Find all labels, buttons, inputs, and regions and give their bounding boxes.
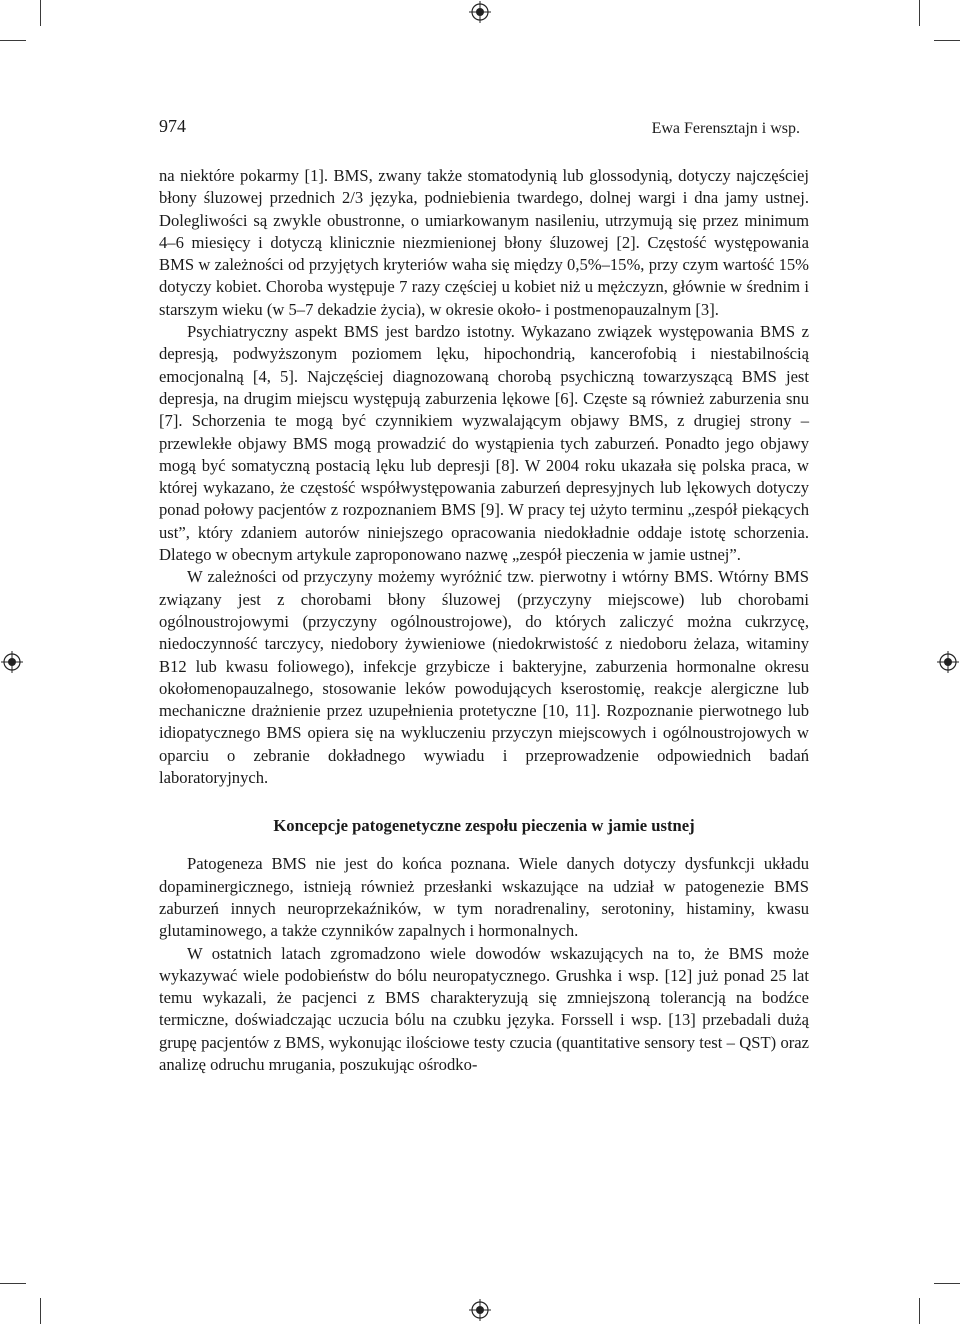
crop-mark-bottom-left — [40, 1298, 41, 1324]
crop-mark-top-right-h — [934, 40, 960, 41]
registration-mark-icon — [1, 651, 23, 673]
page-number: 974 — [159, 116, 186, 136]
running-head: Ewa Ferensztajn i wsp. — [651, 120, 800, 137]
page-header — [159, 116, 800, 140]
paragraph: W ostatnich latach zgromadzono wiele dowodów wskazujących na to, że BMS może wykazywać wiele podobieństw do bólu neuropatycznego. Grushka i wsp. [12] już ponad 25 lat temu wykazali, że pacjenci z BMS charakteryzują się zmniejszoną tolerancją na bodźce termiczne, doświadczając uczucia bólu na czubku języka. Forssell i wsp. [13] przebadali dużą grupę pacjentów z BMS, wykonując ilościowe testy czucia (quantitative sensory test – QST) oraz analizę odruchu mrugania, poszukując ośrodko- — [159, 943, 809, 1074]
article-body — [159, 165, 809, 1076]
paragraph: W zależności od przyczyny możemy wyróżnić tzw. pierwotny i wtórny BMS. Wtórny BMS związany jest z chorobami błony śluzowej (przyczyny miejscowe) lub chorobami ogólnoustrojowymi (przyczyny ogólnoustrojowe), do których zaliczyć można cukrzycę, niedoczynność tarczycy, niedobory żywieniowe (niedokrwistość z niedoboru żelaza, witaminy B12 lub kwasu foliowego), infekcje grzybicze i bakteryjne, zaburzenia hormonalne okresu okołomenopauzalnego, stosowanie leków powodujących kserostomię, reakcje alergiczne lub mechaniczne drażnienie przez uzupełnienia protetyczne [10, 11]. Rozpoznanie pierwotnego lub idiopatycznego BMS opiera się na wykluczeniu przyczyn miejscowych i ogólnoustrojowych w oparciu o zebranie dokładnego wywiadu i przeprowadzenie odpowiednich badań laboratoryjnych. — [159, 567, 809, 788]
registration-mark-icon — [469, 1299, 491, 1321]
crop-mark-bottom-right-h — [934, 1283, 960, 1284]
crop-mark-top-left-h — [0, 40, 26, 41]
paragraph: na niektóre pokarmy [1]. BMS, zwany także stomatodynią lub glossodynią, dotyczy najczęściej błony śluzowej przednich 2/3 języka, podniebienia twardego, dolnej wargi i dna jamy ustnej. Dolegliwości są zwykle obustronne, o umiarkowanym nasileniu, utrzymują się przez minimum 4–6 miesięcy i dotyczą klinicznie niezmienionej błony śluzowej [2]. Częstość występowania BMS w zależności od przyjętych kryteriów waha się między 0,5%–15%, przy czym wartość 15% dotyczy kobiet. Choroba występuje 7 razy częściej u kobiet niż u mężczyzn, głównie w średnim i starszym wieku (w 5–7 dekadzie życia), w okresie około- i postmenopauzalnym [3]. — [159, 166, 809, 319]
crop-mark-top-right — [919, 0, 920, 26]
crop-mark-bottom-left-h — [0, 1283, 26, 1284]
section-heading: Koncepcje patogenetyczne zespołu pieczenia w jamie ustnej — [273, 816, 695, 836]
crop-mark-bottom-right — [919, 1298, 920, 1324]
paragraph: Patogeneza BMS nie jest do końca poznana. Wiele danych dotyczy dysfunkcji układu dopaminergicznego, istnieją również przesłanki wskazujące na udział w patogenezie BMS zaburzeń innych neuroprzekaźników, w tym noradrenaliny, serotoniny, histaminy, kwasu glutaminowego, a także czynników zapalnych i hormonalnych. — [159, 854, 809, 941]
registration-mark-icon — [469, 1, 491, 23]
paragraph: Psychiatryczny aspekt BMS jest bardzo istotny. Wykazano związek występowania BMS z depresją, podwyższonym poziomem lęku, hipochondrią, kancerofobią i niestabilnością emocjonalną [4, 5]. Najczęściej diagnozowaną chorobą psychiczną towarzyszącą BMS jest depresja, na drugim miejscu występują zaburzenia lękowe [6]. Częste są również zaburzenia snu [7]. Schorzenia te mogą być czynnikiem wyzwalającym objawy BMS, z drugiej strony – przewlekłe objawy BMS mogą prowadzić do wystąpienia tych zaburzeń. Ponadto jego objawy mogą być somatyczną postacią lęku lub depresji [8]. W 2004 roku ukazała się polska praca, w której wykazano, że częstość współwystępowania zaburzeń depresyjnych lub lękowych dotyczy ponad połowy pacjentów z rozpoznaniem BMS [9]. W pracy tej użyto terminu „zespół piekących ust”, który zdaniem autorów niniejszego opracowania niedokładnie oddaje istotę schorzenia. Dlatego w obecnym artykule zaproponowano nazwę „zespół pieczenia w jamie ustnej”. — [159, 322, 809, 565]
crop-mark-top-left — [40, 0, 41, 26]
registration-mark-icon — [937, 651, 959, 673]
